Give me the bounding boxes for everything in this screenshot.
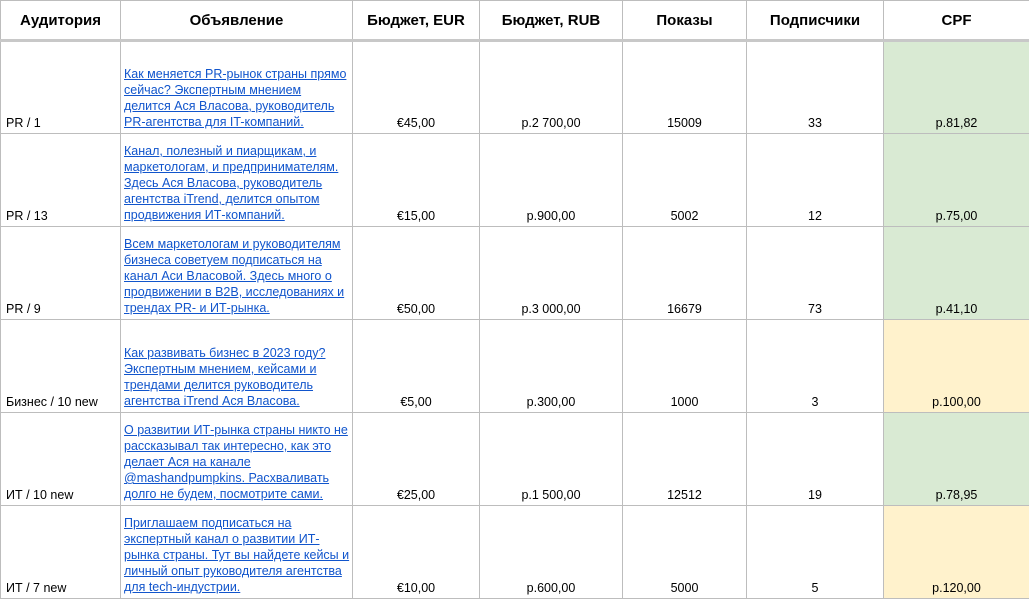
cell-budget-eur[interactable]: €5,00 bbox=[353, 320, 480, 413]
cell-cpf[interactable]: р.78,95 bbox=[884, 413, 1029, 506]
cell-subscribers[interactable]: 73 bbox=[747, 227, 884, 320]
cell-impressions[interactable]: 1000 bbox=[623, 320, 747, 413]
cell-audience[interactable]: Бизнес / 10 new bbox=[1, 320, 121, 413]
table-row bbox=[1, 413, 1029, 506]
cell-cpf[interactable]: р.41,10 bbox=[884, 227, 1029, 320]
ad-link[interactable]: Как развивать бизнес в 2023 году? Экспертным мнением, кейсами и трендами делится руководитель агентства iTrend Ася Власова. bbox=[124, 346, 326, 408]
cell-subscribers[interactable]: 12 bbox=[747, 134, 884, 227]
cell-subscribers[interactable]: 19 bbox=[747, 413, 884, 506]
cell-ad[interactable] bbox=[121, 320, 353, 413]
ad-link[interactable]: Как меняется PR-рынок страны прямо сейчас? Экспертным мнением делится Ася Власова, руководитель PR-агентства для IT-компаний. bbox=[124, 67, 347, 129]
cell-ad[interactable] bbox=[121, 506, 353, 599]
header-ad[interactable]: Объявление bbox=[121, 1, 353, 41]
ad-link[interactable]: О развитии ИТ-рынка страны никто не рассказывал так интересно, как это делает Ася на канале @mashandpumpkins. Расхваливать долго не будем, посмотрите сами. bbox=[124, 423, 348, 501]
cell-cpf[interactable]: р.100,00 bbox=[884, 320, 1029, 413]
table-row bbox=[1, 320, 1029, 413]
cell-budget-eur[interactable]: €50,00 bbox=[353, 227, 480, 320]
cell-impressions[interactable]: 5002 bbox=[623, 134, 747, 227]
header-cpf[interactable]: CPF bbox=[884, 1, 1029, 41]
cell-budget-rub[interactable]: р.300,00 bbox=[480, 320, 623, 413]
table-row bbox=[1, 227, 1029, 320]
cell-ad[interactable] bbox=[121, 413, 353, 506]
cell-subscribers[interactable]: 5 bbox=[747, 506, 884, 599]
cell-budget-rub[interactable]: р.900,00 bbox=[480, 134, 623, 227]
header-budget-rub[interactable]: Бюджет, RUB bbox=[480, 1, 623, 41]
header-audience[interactable]: Аудитория bbox=[1, 1, 121, 41]
cell-budget-rub[interactable]: р.3 000,00 bbox=[480, 227, 623, 320]
cell-cpf[interactable]: р.81,82 bbox=[884, 41, 1029, 134]
cell-budget-eur[interactable]: €25,00 bbox=[353, 413, 480, 506]
header-subscribers[interactable]: Подписчики bbox=[747, 1, 884, 41]
ad-link[interactable]: Канал, полезный и пиарщикам, и маркетологам, и предпринимателям. Здесь Ася Власова, руководитель агентства iTrend, делится опытом продвижения ИТ-компаний. bbox=[124, 144, 339, 222]
cell-impressions[interactable]: 16679 bbox=[623, 227, 747, 320]
cell-audience[interactable]: ИТ / 7 new bbox=[1, 506, 121, 599]
cell-budget-rub[interactable]: р.600,00 bbox=[480, 506, 623, 599]
header-row bbox=[1, 1, 1029, 41]
cell-audience[interactable]: PR / 13 bbox=[1, 134, 121, 227]
cell-subscribers[interactable]: 3 bbox=[747, 320, 884, 413]
cell-budget-rub[interactable]: р.2 700,00 bbox=[480, 41, 623, 134]
cell-budget-rub[interactable]: р.1 500,00 bbox=[480, 413, 623, 506]
table-row bbox=[1, 41, 1029, 134]
ad-link[interactable]: Всем маркетологам и руководителям бизнеса советуем подписаться на канал Аси Власовой. Здесь много о продвижении в B2B, исследованиях и трендах PR- и ИТ-рынка. bbox=[124, 237, 345, 315]
cell-impressions[interactable]: 15009 bbox=[623, 41, 747, 134]
cell-ad[interactable] bbox=[121, 134, 353, 227]
cell-ad[interactable] bbox=[121, 41, 353, 134]
cell-impressions[interactable]: 12512 bbox=[623, 413, 747, 506]
cell-budget-eur[interactable]: €45,00 bbox=[353, 41, 480, 134]
header-budget-eur[interactable]: Бюджет, EUR bbox=[353, 1, 480, 41]
cell-impressions[interactable]: 5000 bbox=[623, 506, 747, 599]
ad-link[interactable]: Приглашаем подписаться на экспертный канал о развитии ИТ-рынка страны. Тут вы найдете кейсы и личный опыт руководителя агентства для tech-индустрии. bbox=[124, 516, 350, 594]
table-row bbox=[1, 134, 1029, 227]
header-impressions[interactable]: Показы bbox=[623, 1, 747, 41]
cell-audience[interactable]: PR / 1 bbox=[1, 41, 121, 134]
cell-ad[interactable] bbox=[121, 227, 353, 320]
cell-subscribers[interactable]: 33 bbox=[747, 41, 884, 134]
cell-cpf[interactable]: р.75,00 bbox=[884, 134, 1029, 227]
table-row bbox=[1, 506, 1029, 599]
cell-audience[interactable]: ИТ / 10 new bbox=[1, 413, 121, 506]
cell-audience[interactable]: PR / 9 bbox=[1, 227, 121, 320]
cell-budget-eur[interactable]: €10,00 bbox=[353, 506, 480, 599]
cell-budget-eur[interactable]: €15,00 bbox=[353, 134, 480, 227]
cell-cpf[interactable]: р.120,00 bbox=[884, 506, 1029, 599]
